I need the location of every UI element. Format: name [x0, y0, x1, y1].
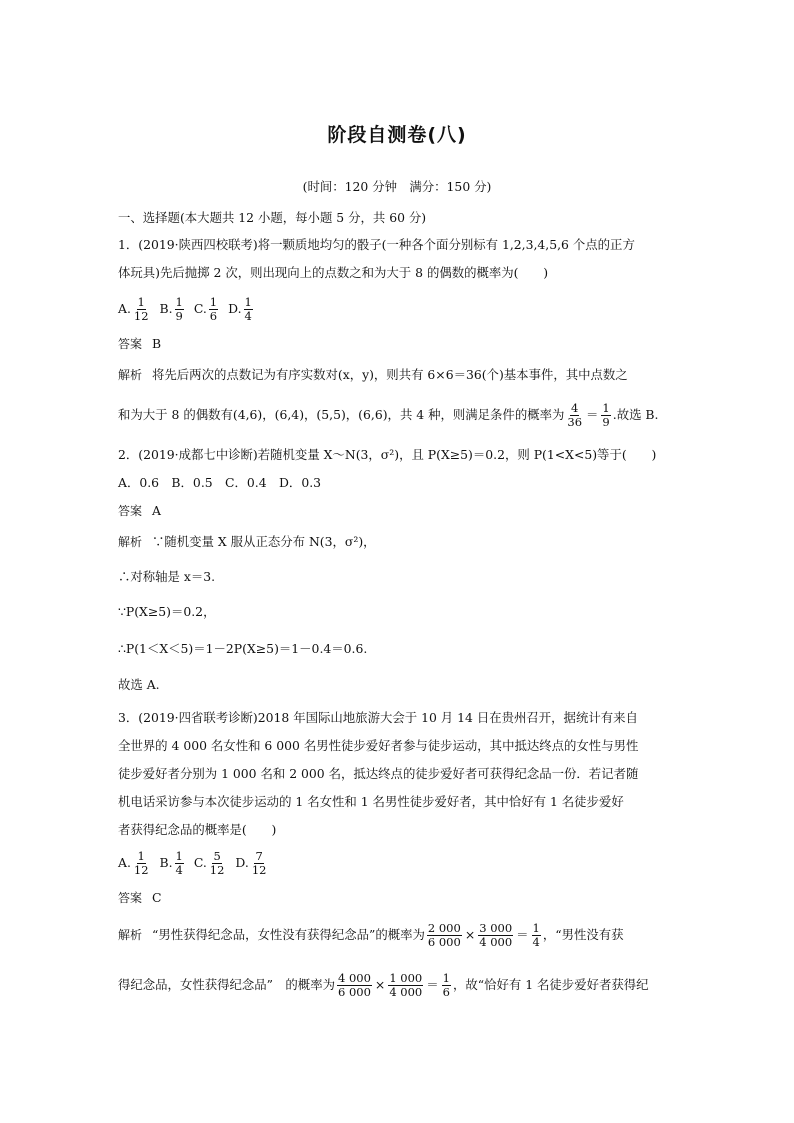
page-title: 阶段自测卷(八) — [327, 124, 467, 146]
question-3-analysis-line2: 得纪念品，女性获得纪念品” 的概率为 $\frac{4 000}{6 000}$ × $\frac{1 000}{4 000}$ ＝ $\frac{1}{6}$ ，故“恰好有 1 名徒步爱好者获得纪 — [118, 971, 649, 999]
question-3-text-line3: 徒步爱好者分别为 1 000 名和 2 000 名，抵达终点的徒步爱好者可获得纪念品一份．若记者随 — [118, 766, 639, 781]
option-c: C. $\frac{5}{12}$ — [193, 848, 225, 877]
question-2-analysis-line5: 故选 A. — [118, 677, 160, 692]
question-3-text-line2: 全世界的 4 000 名女性和 6 000 名男性徒步爱好者参与徒步运动，其中抵达终点的女性与男性 — [118, 738, 639, 753]
question-1-text-line1: 1．(2019·陕西四校联考)将一颗质地均匀的骰子(一种各个面分别标有 1,2,3,4,5,6 个点的正方 — [118, 237, 635, 252]
exam-meta: (时间：120 分钟 满分：150 分) — [302, 179, 492, 194]
option-b: B. $\frac{1}{9}$ — [159, 294, 183, 323]
question-1-analysis-line2: 和为大于 8 的偶数有(4,6)，(6,4)，(5,5)，(6,6)，共 4 种，则满足条件的概率为 $\frac{4}{36}$ ＝ $\frac{1}{9}$ .故选 B. — [118, 401, 659, 429]
analysis-label: 解析 — [118, 535, 143, 549]
answer-value: A — [152, 503, 161, 518]
section-heading: 一、选择题(本大题共 12 小题，每小题 5 分，共 60 分) — [118, 210, 427, 225]
question-3-text-line4: 机电话采访参与本次徒步运动的 1 名女性和 1 名男性徒步爱好者，其中恰好有 1 名徒步爱好 — [118, 794, 624, 809]
answer-value: C — [152, 890, 162, 905]
question-3-analysis-line1: 解析 “男性获得纪念品，女性没有获得纪念品”的概率为 $\frac{2 000}{6 000}$ × $\frac{3 000}{4 000}$ ＝ $\frac{1}{4}$ ，“男性没有获 — [118, 921, 624, 949]
option-c: C. $\frac{1}{6}$ — [193, 294, 218, 323]
question-3-answer — [118, 889, 688, 907]
question-3-text-line1: 3．(2019·四省联考诊断)2018 年国际山地旅游大会于 10 月 14 日在贵州召开，据统计有来自 — [118, 710, 638, 725]
question-2-analysis-line3: ∵P(X≥5)＝0.2， — [118, 604, 216, 619]
option-a: A. $\frac{1}{12}$ — [118, 848, 149, 877]
question-2-options: A．0.6 B．0.5 C．0.4 D．0.3 — [118, 475, 322, 490]
question-2-answer — [118, 502, 688, 520]
option-b: B. $\frac{1}{4}$ — [159, 848, 183, 877]
question-3-options — [118, 847, 688, 879]
question-1-analysis-line1: 解析 将先后两次的点数记为有序实数对(x，y)，则共有 6×6＝36(个)基本事件，其中点数之 — [118, 367, 628, 382]
question-2-analysis-line4: ∴P(1＜X＜5)＝1－2P(X≥5)＝1－0.4＝0.6. — [118, 641, 368, 656]
question-2-analysis-line1: 解析 ∵随机变量 X 服从正态分布 N(3，σ²)， — [118, 534, 376, 549]
question-1-options — [118, 294, 688, 324]
question-2-text: 2．(2019·成都七中诊断)若随机变量 X～N(3，σ²)，且 P(X≥5)＝0.2，则 P(1<X<5)等于( ) — [118, 447, 657, 462]
option-d: D. $\frac{7}{12}$ — [235, 848, 267, 877]
question-1-text-line2: 体玩具)先后抛掷 2 次，则出现向上的点数之和为大于 8 的偶数的概率为( ) — [118, 265, 549, 280]
answer-value: B — [152, 336, 162, 351]
answer-label: 答案 — [118, 504, 143, 518]
answer-label: 答案 — [118, 337, 143, 351]
question-3-text-line5: 者获得纪念品的概率是( ) — [118, 822, 277, 837]
question-2-analysis-line2: ∴对称轴是 x＝3. — [118, 569, 216, 584]
answer-label: 答案 — [118, 891, 143, 905]
option-a: A. $\frac{1}{12}$ — [118, 294, 149, 323]
analysis-label: 解析 — [118, 368, 143, 382]
analysis-label: 解析 — [118, 928, 143, 942]
option-d: D. $\frac{1}{4}$ — [228, 294, 252, 323]
question-1-answer — [118, 335, 688, 353]
